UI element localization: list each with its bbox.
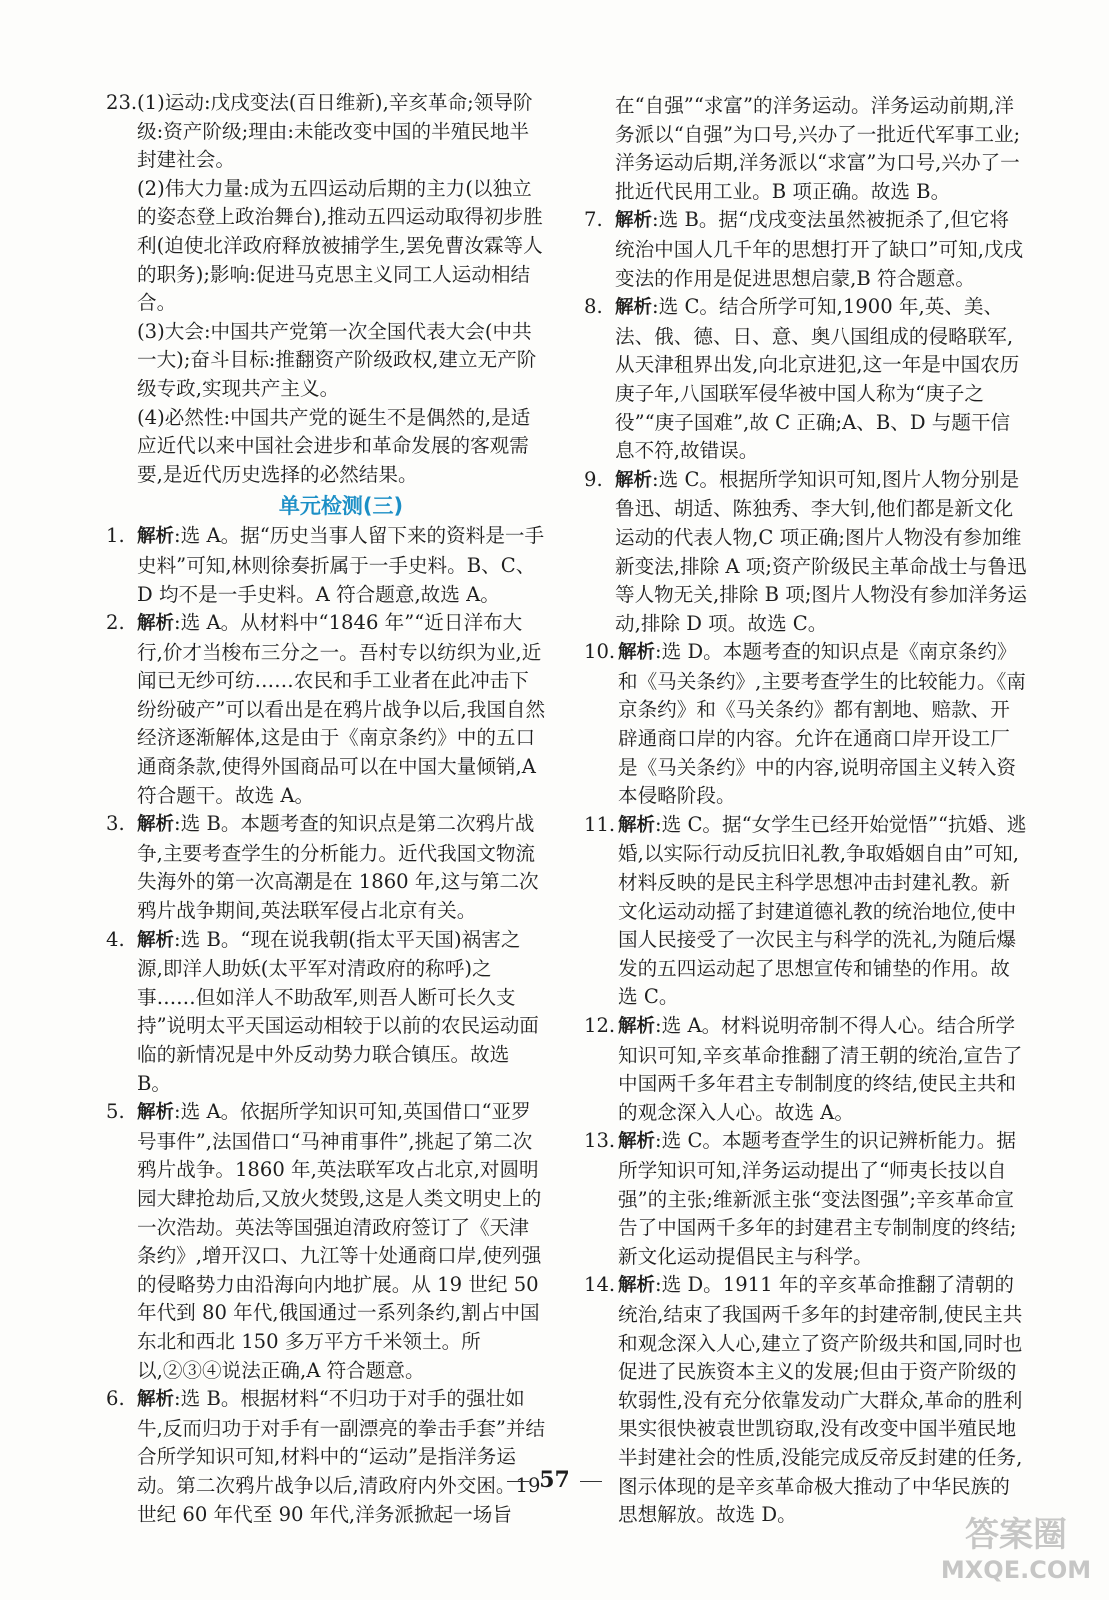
analysis-label: 解析 — [618, 1131, 656, 1153]
answer-item — [584, 811, 1028, 1012]
answer-23-part-4: (4)必然性:中国共产党的诞生不是偶然的,是适应近代以来中国社会进步和革命发展的客观需要,是近代历史选择的必然结果。 — [137, 405, 531, 486]
page-number — [0, 1467, 1109, 1493]
watermark-bottom-text: MXQE.COM — [941, 1556, 1091, 1584]
analysis-label: 解析 — [618, 1275, 656, 1297]
answer-item — [106, 522, 546, 609]
answer-text: :选 C。结合所学可知,1900 年,英、美、法、俄、德、日、意、奥八国组成的侵略联军,从天津租界出发,向北京进犯,这一年是中国农历庚子年,八国联军侵华被中国人称为“庚子之役”“庚子国难”,故 C 正确;A、B、D 与题干信息不符,故错误。 — [615, 295, 1020, 463]
answer-item — [584, 293, 1028, 466]
answer-23 — [106, 89, 546, 175]
item-number: 5. — [106, 1100, 125, 1124]
analysis-label: 解析 — [137, 929, 175, 951]
item-number: 1. — [106, 524, 125, 548]
item-number: 14. — [584, 1273, 616, 1297]
analysis-label: 解析 — [615, 469, 653, 491]
answer-text: :选 A。从材料中“1846 年”“近日洋布大行,价才当梭布三分之一。吾村专以纺织为业,近闻已无纱可纺……农民和手工业者在此冲击下纷纷破产”可以看出是在鸦片战争以后,我国自然经济逐渐解体,这是由于《南京条约》中的五口通商条款,使得外国商品可以在中国大量倾销,A 符合题干。故选 A。 — [137, 611, 546, 807]
watermark-logo — [941, 1508, 1091, 1586]
answer-item — [584, 1012, 1028, 1127]
answer-text: :选 A。据“历史当事人留下来的资料是一手史料”可知,林则徐奏折属于一手史料。B、C、D 均不是一手史料。A 符合题意,故选 A。 — [137, 524, 545, 606]
section-title: 单元检测(三) — [278, 494, 404, 519]
answer-text: :选 B。本题考查的知识点是第二次鸦片战争,主要考查学生的分析能力。近代我国文物流失海外的第一次高潮是在 1860 年,这与第二次鸦片战争期间,英法联军侵占北京有关。 — [137, 812, 539, 923]
answer-text: :选 C。本题考查学生的识记辨析能力。据所学知识可知,洋务运动提出了“师夷长技以自强”的主张;维新派主张“变法图强”;辛亥革命宣告了中国两千多年的封建君主专制制度的终结;新文化运动提倡民主与科学。 — [618, 1129, 1017, 1268]
answer-23-part-2: (2)伟大力量:成为五四运动后期的主力(以独立的姿态登上政治舞台),推动五四运动取得初步胜利(迫使北洋政府释放被捕学生,罢免曹汝霖等人的职务);影响:促进马克思主义同工人运动相结合。 — [137, 176, 543, 315]
dash-right — [580, 1481, 602, 1482]
analysis-label: 解析 — [137, 613, 175, 635]
page-number-text: 57 — [539, 1467, 570, 1493]
item-number: 7. — [584, 208, 603, 232]
left-column — [106, 89, 546, 1529]
answer-text: :选 C。据“女学生已经开始觉悟”“抗婚、逃婚,以实际行动反抗旧礼教,争取婚姻自由”可知,材料反映的是民主科学思想冲击封建礼教。新文化运动动摇了封建道德礼教的统治地位,使中国人民接受了一次民主与科学的洗礼,为随后爆发的五四运动起了思想宣传和铺垫的作用。故选 C。 — [618, 812, 1027, 1009]
answer-item — [584, 466, 1028, 639]
analysis-label: 解析 — [615, 210, 653, 232]
item-number: 2. — [106, 611, 125, 635]
answer-item — [106, 1098, 546, 1385]
answer-23-part-3: (3)大会:中国共产党第一次全国代表大会(中共一大);奋斗目标:推翻资产阶级政权,建立无产阶级专政,实现共产主义。 — [137, 319, 537, 400]
right-column — [584, 92, 1028, 1530]
item-number: 3. — [106, 812, 125, 836]
analysis-label: 解析 — [137, 1389, 175, 1411]
answer-text: :选 C。根据所学知识可知,图片人物分别是鲁迅、胡适、陈独秀、李大钊,他们都是新文化运动的代表人物,C 项正确;图片人物没有参加维新变法,排除 A 项;资产阶级民主革命战士与鲁迅等人物无关,排除 B 项;图片人物没有参加洋务运动,排除 D 项。故选 C。 — [615, 467, 1027, 635]
item-number: 11. — [584, 812, 616, 836]
answer-text: :选 A。依据所学知识可知,英国借口“亚罗号事件”,法国借口“马神甫事件”,挑起了第二次鸦片战争。1860 年,英法联军攻占北京,对圆明园大肆抢劫后,又放火焚毁,这是人类文明史上的一次浩劫。英法等国强迫清政府签订了《天津条约》,增开汉口、九江等十处通商口岸,使列强的侵略势力由沿海向内地扩展。从 19 世纪 50 年代到 80 年代,俄国通过一系列条约,割占中国东北和西北 150 多万平方千米领土。所以,②③④说法正确,A 符合题意。 — [137, 1100, 542, 1382]
answer-item — [106, 810, 546, 925]
answer-text: :选 B。据“戊戌变法虽然被扼杀了,但它将统治中国人几千年的思想打开了缺口”可知,戊戌变法的作用是促进思想启蒙,B 符合题意。 — [615, 208, 1024, 290]
item-number: 12. — [584, 1014, 616, 1037]
analysis-label: 解析 — [137, 814, 175, 836]
answer-text: :选 D。1911 年的辛亥革命推翻了清朝的统治,结束了我国两千多年的封建帝制,使民主共和观念深入人心,建立了资产阶级共和国,同时也促进了民族资本主义的发展;但由于资产阶级的软弱性,没有充分依靠发动广大群众,革命的胜利果实很快被袁世凯窃取,没有改变中国半殖民地半封建社会的性质,没能完成反帝反封建的任务,图示体现的是辛亥革命极大推动了中华民族的思想解放。故选 D。 — [618, 1273, 1023, 1527]
analysis-label: 解析 — [618, 1016, 656, 1037]
answer-item — [584, 1127, 1028, 1271]
answer-text: :选 D。本题考查的知识点是《南京条约》和《马关条约》,主要考查学生的比较能力。《南京条约》和《马关条约》都有割地、赔款、开辟通商口岸的内容。允许在通商口岸开设工厂是《马关条约》中的内容,说明帝国主义转入资本侵略阶段。 — [618, 640, 1026, 808]
answer-item — [106, 1385, 546, 1529]
answer-23-part-1: (1)运动:戊戌变法(百日维新),辛亥革命;领导阶级:资产阶级;理由:未能改变中国的半殖民地半封建社会。 — [137, 91, 533, 172]
item-number: 4. — [106, 927, 125, 951]
item-number: 6. — [106, 1387, 125, 1411]
analysis-label: 解析 — [618, 814, 656, 836]
item-number: 8. — [584, 295, 603, 319]
answer-text: :选 B。“现在说我朝(指太平天国)祸害之源,即洋人助妖(太平军对清政府的称呼)之事……但如洋人不助敌军,则吾人断可长久支持”说明太平天国运动相较于以前的农民运动面临的新情况是中外反动势力联合镇压。故选 B。 — [137, 927, 539, 1095]
analysis-label: 解析 — [618, 642, 656, 664]
dash-left — [507, 1481, 529, 1482]
watermark-top-text: 答案圈 — [965, 1515, 1067, 1555]
answer-text: :选 B。根据材料“不归功于对手的强壮如牛,反而归功于对手有一副漂亮的拳击手套”并结合所学知识可知,材料中的“运动”是指洋务运动。第二次鸦片战争以后,清政府内外交困。19 世纪 60 年代至 90 年代,洋务派掀起一场旨 — [137, 1387, 546, 1526]
item-number: 10. — [584, 640, 616, 664]
analysis-label: 解析 — [137, 526, 175, 548]
answer-item — [584, 206, 1028, 293]
answer-item — [106, 926, 546, 1099]
answer-text: :选 A。材料说明帝制不得人心。结合所学知识可知,辛亥革命推翻了清王朝的统治,宣告了中国两千多年君主专制制度的终结,使民主共和的观念深入人心。故选 A。 — [618, 1014, 1023, 1124]
analysis-label: 解析 — [615, 297, 653, 319]
item-number: 9. — [584, 467, 603, 491]
answer-6-continued: 在“自强”“求富”的洋务运动。洋务运动前期,洋务派以“自强”为口号,兴办了一批近代军事工业;洋务运动后期,洋务派以“求富”为口号,兴办了一批近代民用工业。B 项正确。故选 B。 — [615, 94, 1021, 203]
item-number: 23. — [106, 91, 138, 114]
answer-item — [584, 638, 1028, 811]
analysis-label: 解析 — [137, 1102, 175, 1124]
answer-item — [106, 609, 546, 810]
item-number: 13. — [584, 1129, 616, 1153]
